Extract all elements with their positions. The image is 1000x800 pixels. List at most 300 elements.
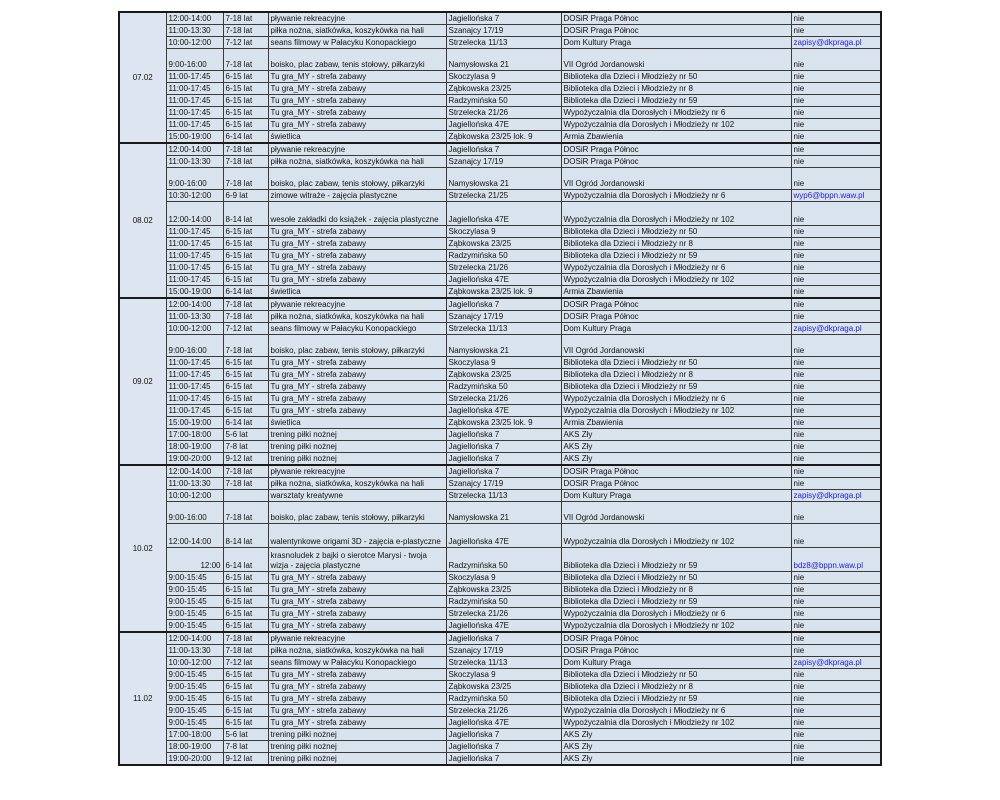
time-cell: 19:00-20:00: [166, 753, 223, 766]
age-cell: 6-15 lat: [223, 250, 268, 262]
venue-cell: DOSiR Praga Północ: [561, 298, 791, 311]
signup-cell: nie: [791, 729, 881, 741]
activity-cell: piłka nożna, siatkówka, koszykówka na hali: [268, 311, 446, 323]
time-cell: 19:00-20:00: [166, 453, 223, 466]
venue-cell: Wypożyczalnia dla Dorosłych i Młodzieży nr 6: [561, 190, 791, 202]
time-cell: 10:00-12:00: [166, 37, 223, 49]
age-cell: 7-18 lat: [223, 25, 268, 37]
age-cell: 7-18 lat: [223, 49, 268, 71]
age-cell: 6-14 lat: [223, 417, 268, 429]
address-cell: Szanajcy 17/19: [446, 478, 561, 490]
venue-cell: Wypożyczalnia dla Dorosłych i Młodzieży nr 6: [561, 393, 791, 405]
activity-cell: pływanie rekreacyjne: [268, 143, 446, 156]
time-cell: 11:00-17:45: [166, 71, 223, 83]
table-row: [119, 693, 881, 705]
venue-cell: DOSiR Praga Północ: [561, 12, 791, 25]
activity-cell: Tu gra_MY - strefa zabawy: [268, 226, 446, 238]
table-row: [119, 71, 881, 83]
address-cell: Namysłowska 21: [446, 49, 561, 71]
venue-cell: Biblioteka dla Dzieci i Młodzieży nr 50: [561, 669, 791, 681]
time-cell: 11:00-13:30: [166, 478, 223, 490]
time-cell: 9:00-15:45: [166, 596, 223, 608]
table-row: [119, 478, 881, 490]
age-cell: 7-18 lat: [223, 168, 268, 190]
table-row: [119, 753, 881, 766]
address-cell: Radzymińska 50: [446, 693, 561, 705]
signup-cell: nie: [791, 143, 881, 156]
venue-cell: Wypożyczalnia dla Dorosłych i Młodzieży nr 6: [561, 705, 791, 717]
address-cell: Radzymińska 50: [446, 596, 561, 608]
table-row: [119, 405, 881, 417]
table-row: [119, 202, 881, 226]
time-cell: 15:00-19:00: [166, 131, 223, 144]
venue-cell: VII Ogród Jordanowski: [561, 335, 791, 357]
table-row: [119, 323, 881, 335]
time-cell: 9:00-16:00: [166, 335, 223, 357]
address-cell: Skoczylasa 9: [446, 572, 561, 584]
signup-email-link[interactable]: zapisy@dkpraga.pl: [791, 490, 881, 502]
venue-cell: Biblioteka dla Dzieci i Młodzieży nr 50: [561, 71, 791, 83]
activity-cell: Tu gra_MY - strefa zabawy: [268, 357, 446, 369]
table-row: [119, 669, 881, 681]
activity-cell: świetlica: [268, 131, 446, 144]
venue-cell: Biblioteka dla Dzieci i Młodzieży nr 59: [561, 95, 791, 107]
activity-cell: Tu gra_MY - strefa zabawy: [268, 393, 446, 405]
time-cell: 9:00-15:45: [166, 669, 223, 681]
activity-cell: walentynkowe origami 3D - zajęcia e-plastyczne: [268, 524, 446, 548]
age-cell: 6-15 lat: [223, 620, 268, 633]
table-row: [119, 717, 881, 729]
venue-cell: Biblioteka dla Dzieci i Młodzieży nr 50: [561, 226, 791, 238]
activity-cell: seans filmowy w Pałacyku Konopackiego: [268, 37, 446, 49]
activity-cell: Tu gra_MY - strefa zabawy: [268, 250, 446, 262]
address-cell: Jagiellońska 7: [446, 12, 561, 25]
time-cell: 9:00-15:45: [166, 693, 223, 705]
age-cell: 8-14 lat: [223, 524, 268, 548]
table-row: [119, 286, 881, 299]
table-row: [119, 381, 881, 393]
age-cell: 6-15 lat: [223, 357, 268, 369]
age-cell: 6-15 lat: [223, 584, 268, 596]
signup-cell: nie: [791, 107, 881, 119]
signup-cell: nie: [791, 311, 881, 323]
age-cell: 6-15 lat: [223, 596, 268, 608]
address-cell: Ząbkowska 23/25: [446, 83, 561, 95]
activity-cell: świetlica: [268, 286, 446, 299]
address-cell: Jagiellońska 7: [446, 298, 561, 311]
venue-cell: Wypożyczalnia dla Dorosłych i Młodzieży nr 102: [561, 202, 791, 226]
date-cell: 09.02: [119, 298, 166, 465]
age-cell: 6-15 lat: [223, 693, 268, 705]
table-row: [119, 393, 881, 405]
venue-cell: Wypożyczalnia dla Dorosłych i Młodzieży nr 102: [561, 119, 791, 131]
table-row: [119, 608, 881, 620]
age-cell: 7-12 lat: [223, 657, 268, 669]
date-cell: 10.02: [119, 465, 166, 632]
table-row: [119, 262, 881, 274]
table-row: [119, 417, 881, 429]
venue-cell: Dom Kultury Praga: [561, 323, 791, 335]
time-cell: 9:00-15:45: [166, 608, 223, 620]
table-row: [119, 705, 881, 717]
activity-cell: Tu gra_MY - strefa zabawy: [268, 107, 446, 119]
signup-cell: nie: [791, 572, 881, 584]
age-cell: [223, 490, 268, 502]
signup-cell: nie: [791, 405, 881, 417]
address-cell: Jagiellońska 7: [446, 441, 561, 453]
age-cell: 6-15 lat: [223, 369, 268, 381]
activity-cell: pływanie rekreacyjne: [268, 465, 446, 478]
venue-cell: VII Ogród Jordanowski: [561, 49, 791, 71]
signup-cell: nie: [791, 608, 881, 620]
age-cell: 6-14 lat: [223, 286, 268, 299]
table-row: [119, 95, 881, 107]
time-cell: 9:00-16:00: [166, 168, 223, 190]
venue-cell: Wypożyczalnia dla Dorosłych i Młodzieży nr 102: [561, 274, 791, 286]
signup-email-link[interactable]: zapisy@dkpraga.pl: [791, 323, 881, 335]
venue-cell: Biblioteka dla Dzieci i Młodzieży nr 8: [561, 83, 791, 95]
signup-cell: nie: [791, 71, 881, 83]
activity-cell: seans filmowy w Pałacyku Konopackiego: [268, 657, 446, 669]
address-cell: Radzymińska 50: [446, 95, 561, 107]
address-cell: Jagiellońska 7: [446, 453, 561, 466]
table-row: [119, 37, 881, 49]
time-cell: 17:00-18:00: [166, 429, 223, 441]
time-cell: 11:00-17:45: [166, 369, 223, 381]
table-row: [119, 238, 881, 250]
age-cell: 7-12 lat: [223, 37, 268, 49]
venue-cell: Wypożyczalnia dla Dorosłych i Młodzieży nr 102: [561, 405, 791, 417]
signup-cell: nie: [791, 238, 881, 250]
table-row: [119, 584, 881, 596]
activity-cell: piłka nożna, siatkówka, koszykówka na hali: [268, 645, 446, 657]
signup-cell: nie: [791, 369, 881, 381]
table-row: [119, 274, 881, 286]
address-cell: Ząbkowska 23/25: [446, 369, 561, 381]
age-cell: 6-15 lat: [223, 95, 268, 107]
age-cell: 6-15 lat: [223, 83, 268, 95]
time-cell: 9:00-16:00: [166, 49, 223, 71]
address-cell: Radzymińska 50: [446, 381, 561, 393]
venue-cell: DOSiR Praga Północ: [561, 632, 791, 645]
signup-cell: nie: [791, 478, 881, 490]
activity-cell: trening piłki nożnej: [268, 441, 446, 453]
address-cell: Namysłowska 21: [446, 335, 561, 357]
age-cell: 8-14 lat: [223, 202, 268, 226]
signup-cell: nie: [791, 741, 881, 753]
table-row: [119, 168, 881, 190]
venue-cell: VII Ogród Jordanowski: [561, 502, 791, 524]
time-cell: 9:00-15:45: [166, 705, 223, 717]
age-cell: 7-18 lat: [223, 478, 268, 490]
time-cell: 11:00-17:45: [166, 405, 223, 417]
signup-cell: nie: [791, 429, 881, 441]
age-cell: 9-12 lat: [223, 753, 268, 766]
address-cell: Strzelecka 21/25: [446, 190, 561, 202]
venue-cell: Biblioteka dla Dzieci i Młodzieży nr 50: [561, 572, 791, 584]
signup-cell: nie: [791, 168, 881, 190]
address-cell: Jagiellońska 7: [446, 143, 561, 156]
address-cell: Namysłowska 21: [446, 168, 561, 190]
signup-cell: nie: [791, 669, 881, 681]
age-cell: 7-12 lat: [223, 323, 268, 335]
time-cell: 9:00-15:45: [166, 620, 223, 633]
address-cell: Strzelecka 21/26: [446, 262, 561, 274]
age-cell: 6-15 lat: [223, 262, 268, 274]
venue-cell: DOSiR Praga Północ: [561, 25, 791, 37]
signup-cell: nie: [791, 202, 881, 226]
table-row: [119, 298, 881, 311]
date-cell: 08.02: [119, 143, 166, 298]
signup-cell: nie: [791, 119, 881, 131]
table-row: [119, 620, 881, 633]
table-row: [119, 572, 881, 584]
time-cell: 10:00-12:00: [166, 323, 223, 335]
signup-cell: nie: [791, 95, 881, 107]
table-row: [119, 12, 881, 25]
signup-cell: nie: [791, 584, 881, 596]
signup-cell: nie: [791, 274, 881, 286]
signup-cell: nie: [791, 49, 881, 71]
signup-cell: nie: [791, 632, 881, 645]
address-cell: Jagiellońska 7: [446, 741, 561, 753]
address-cell: Ząbkowska 23/25: [446, 584, 561, 596]
address-cell: Jagiellońska 47E: [446, 202, 561, 226]
table-row: [119, 311, 881, 323]
activity-cell: Tu gra_MY - strefa zabawy: [268, 693, 446, 705]
activity-cell: piłka nożna, siatkówka, koszykówka na hali: [268, 25, 446, 37]
address-cell: Strzelecka 11/13: [446, 323, 561, 335]
address-cell: Skoczylasa 9: [446, 226, 561, 238]
activity-cell: Tu gra_MY - strefa zabawy: [268, 369, 446, 381]
age-cell: 6-14 lat: [223, 548, 268, 572]
signup-cell: nie: [791, 693, 881, 705]
address-cell: Jagiellońska 7: [446, 465, 561, 478]
table-row: [119, 83, 881, 95]
activity-cell: boisko, plac zabaw, tenis stołowy, piłkarzyki: [268, 49, 446, 71]
age-cell: 7-18 lat: [223, 156, 268, 168]
time-cell: 9:00-15:45: [166, 681, 223, 693]
venue-cell: DOSiR Praga Północ: [561, 478, 791, 490]
venue-cell: Wypożyczalnia dla Dorosłych i Młodzieży nr 102: [561, 620, 791, 633]
activity-cell: krasnoludek z bajki o sierotce Marysi - twoja wizja - zajęcia plastyczne: [268, 548, 446, 572]
signup-cell: nie: [791, 156, 881, 168]
venue-cell: Biblioteka dla Dzieci i Młodzieży nr 59: [561, 596, 791, 608]
activity-cell: Tu gra_MY - strefa zabawy: [268, 405, 446, 417]
table-row: [119, 131, 881, 144]
signup-cell: nie: [791, 250, 881, 262]
signup-email-link[interactable]: wyp6@bppn.waw.pl: [791, 190, 881, 202]
address-cell: Jagiellońska 47E: [446, 274, 561, 286]
address-cell: Jagiellońska 47E: [446, 524, 561, 548]
venue-cell: Biblioteka dla Dzieci i Młodzieży nr 59: [561, 250, 791, 262]
time-cell: 12:00-14:00: [166, 465, 223, 478]
activity-cell: boisko, plac zabaw, tenis stołowy, piłkarzyki: [268, 502, 446, 524]
time-cell: 11:00-17:45: [166, 250, 223, 262]
table-row: [119, 548, 881, 572]
age-cell: 6-15 lat: [223, 381, 268, 393]
activity-cell: Tu gra_MY - strefa zabawy: [268, 71, 446, 83]
activity-cell: boisko, plac zabaw, tenis stołowy, piłkarzyki: [268, 335, 446, 357]
time-cell: 9:00-16:00: [166, 502, 223, 524]
age-cell: 7-18 lat: [223, 143, 268, 156]
address-cell: Radzymińska 50: [446, 548, 561, 572]
time-cell: 11:00-17:45: [166, 357, 223, 369]
venue-cell: DOSiR Praga Północ: [561, 143, 791, 156]
address-cell: Jagiellońska 47E: [446, 620, 561, 633]
age-cell: 7-18 lat: [223, 335, 268, 357]
activity-cell: świetlica: [268, 417, 446, 429]
date-cell: 11.02: [119, 632, 166, 765]
activity-cell: wesołe zakładki do książek - zajęcia plastyczne: [268, 202, 446, 226]
age-cell: 6-15 lat: [223, 669, 268, 681]
age-cell: 6-15 lat: [223, 681, 268, 693]
time-cell: 11:00-17:45: [166, 226, 223, 238]
signup-cell: nie: [791, 502, 881, 524]
signup-cell: nie: [791, 620, 881, 633]
venue-cell: Biblioteka dla Dzieci i Młodzieży nr 59: [561, 693, 791, 705]
address-cell: Skoczylasa 9: [446, 669, 561, 681]
table-row: [119, 681, 881, 693]
time-cell: 12:00-14:00: [166, 632, 223, 645]
age-cell: 6-15 lat: [223, 705, 268, 717]
address-cell: Jagiellońska 47E: [446, 405, 561, 417]
time-cell: 12:00-14:00: [166, 12, 223, 25]
address-cell: Jagiellońska 7: [446, 753, 561, 766]
address-cell: Strzelecka 21/26: [446, 705, 561, 717]
venue-cell: Biblioteka dla Dzieci i Młodzieży nr 59: [561, 381, 791, 393]
age-cell: 7-8 lat: [223, 441, 268, 453]
activity-cell: Tu gra_MY - strefa zabawy: [268, 238, 446, 250]
address-cell: Radzymińska 50: [446, 250, 561, 262]
venue-cell: Wypożyczalnia dla Dorosłych i Młodzieży nr 102: [561, 524, 791, 548]
time-cell: 11:00-13:30: [166, 156, 223, 168]
time-cell: 18:00-19:00: [166, 741, 223, 753]
date-cell: 07.02: [119, 12, 166, 143]
activity-cell: Tu gra_MY - strefa zabawy: [268, 669, 446, 681]
activity-cell: Tu gra_MY - strefa zabawy: [268, 584, 446, 596]
venue-cell: Biblioteka dla Dzieci i Młodzieży nr 8: [561, 238, 791, 250]
signup-cell: nie: [791, 441, 881, 453]
age-cell: 6-15 lat: [223, 226, 268, 238]
activity-cell: trening piłki nożnej: [268, 753, 446, 766]
venue-cell: Biblioteka dla Dzieci i Młodzieży nr 8: [561, 584, 791, 596]
address-cell: Jagiellońska 47E: [446, 717, 561, 729]
table-row: [119, 119, 881, 131]
address-cell: Strzelecka 11/13: [446, 37, 561, 49]
table-row: [119, 429, 881, 441]
age-cell: 6-14 lat: [223, 131, 268, 144]
address-cell: Jagiellońska 47E: [446, 119, 561, 131]
signup-cell: nie: [791, 417, 881, 429]
activity-cell: Tu gra_MY - strefa zabawy: [268, 83, 446, 95]
table-row: [119, 729, 881, 741]
age-cell: 7-18 lat: [223, 502, 268, 524]
address-cell: Namysłowska 21: [446, 502, 561, 524]
address-cell: Strzelecka 11/13: [446, 657, 561, 669]
address-cell: Ząbkowska 23/25: [446, 681, 561, 693]
time-cell: 18:00-19:00: [166, 441, 223, 453]
venue-cell: AKS Zły: [561, 741, 791, 753]
address-cell: Jagiellońska 7: [446, 429, 561, 441]
time-cell: 11:00-17:45: [166, 238, 223, 250]
table-row: [119, 107, 881, 119]
table-row: [119, 369, 881, 381]
venue-cell: Armia Zbawienia: [561, 286, 791, 299]
time-cell: 11:00-17:45: [166, 83, 223, 95]
signup-cell: nie: [791, 645, 881, 657]
age-cell: 7-18 lat: [223, 298, 268, 311]
table-row: [119, 632, 881, 645]
signup-cell: nie: [791, 357, 881, 369]
signup-email-link[interactable]: zapisy@dkpraga.pl: [791, 37, 881, 49]
venue-cell: Biblioteka dla Dzieci i Młodzieży nr 8: [561, 369, 791, 381]
venue-cell: DOSiR Praga Północ: [561, 645, 791, 657]
table-row: [119, 49, 881, 71]
time-cell: 11:00-13:30: [166, 311, 223, 323]
table-row: [119, 335, 881, 357]
time-cell: 9:00-15:45: [166, 717, 223, 729]
table-row: [119, 250, 881, 262]
address-cell: Strzelecka 21/26: [446, 107, 561, 119]
signup-cell: nie: [791, 226, 881, 238]
age-cell: 6-15 lat: [223, 238, 268, 250]
activity-cell: trening piłki nożnej: [268, 453, 446, 466]
table-row: [119, 741, 881, 753]
age-cell: 7-18 lat: [223, 311, 268, 323]
signup-cell: nie: [791, 298, 881, 311]
address-cell: Strzelecka 11/13: [446, 490, 561, 502]
address-cell: Ząbkowska 23/25: [446, 238, 561, 250]
activity-cell: Tu gra_MY - strefa zabawy: [268, 596, 446, 608]
venue-cell: Wypożyczalnia dla Dorosłych i Młodzieży nr 102: [561, 717, 791, 729]
venue-cell: DOSiR Praga Północ: [561, 311, 791, 323]
activity-cell: zimowe witraże - zajęcia plastyczne: [268, 190, 446, 202]
signup-cell: nie: [791, 596, 881, 608]
table-row: [119, 156, 881, 168]
signup-cell: nie: [791, 83, 881, 95]
venue-cell: VII Ogród Jordanowski: [561, 168, 791, 190]
table-row: [119, 226, 881, 238]
age-cell: 6-9 lat: [223, 190, 268, 202]
age-cell: 7-18 lat: [223, 465, 268, 478]
time-cell: 12:00-14:00: [166, 143, 223, 156]
signup-cell: nie: [791, 717, 881, 729]
activity-cell: trening piłki nożnej: [268, 729, 446, 741]
age-cell: 6-15 lat: [223, 608, 268, 620]
age-cell: 6-15 lat: [223, 119, 268, 131]
activity-cell: trening piłki nożnej: [268, 429, 446, 441]
age-cell: 5-6 lat: [223, 729, 268, 741]
signup-cell: nie: [791, 12, 881, 25]
age-cell: 7-18 lat: [223, 12, 268, 25]
age-cell: 7-8 lat: [223, 741, 268, 753]
signup-email-link[interactable]: zapisy@dkpraga.pl: [791, 657, 881, 669]
table-row: [119, 657, 881, 669]
activity-cell: Tu gra_MY - strefa zabawy: [268, 274, 446, 286]
time-cell: 12:00-14:00: [166, 524, 223, 548]
address-cell: Szanajcy 17/19: [446, 645, 561, 657]
activity-cell: Tu gra_MY - strefa zabawy: [268, 262, 446, 274]
signup-cell: nie: [791, 705, 881, 717]
age-cell: 6-15 lat: [223, 107, 268, 119]
address-cell: Skoczylasa 9: [446, 357, 561, 369]
activity-cell: Tu gra_MY - strefa zabawy: [268, 95, 446, 107]
time-cell: 17:00-18:00: [166, 729, 223, 741]
activity-cell: Tu gra_MY - strefa zabawy: [268, 717, 446, 729]
signup-email-link[interactable]: bdz8@bppn.waw.pl: [791, 548, 881, 572]
time-cell: 12:00-14:00: [166, 298, 223, 311]
